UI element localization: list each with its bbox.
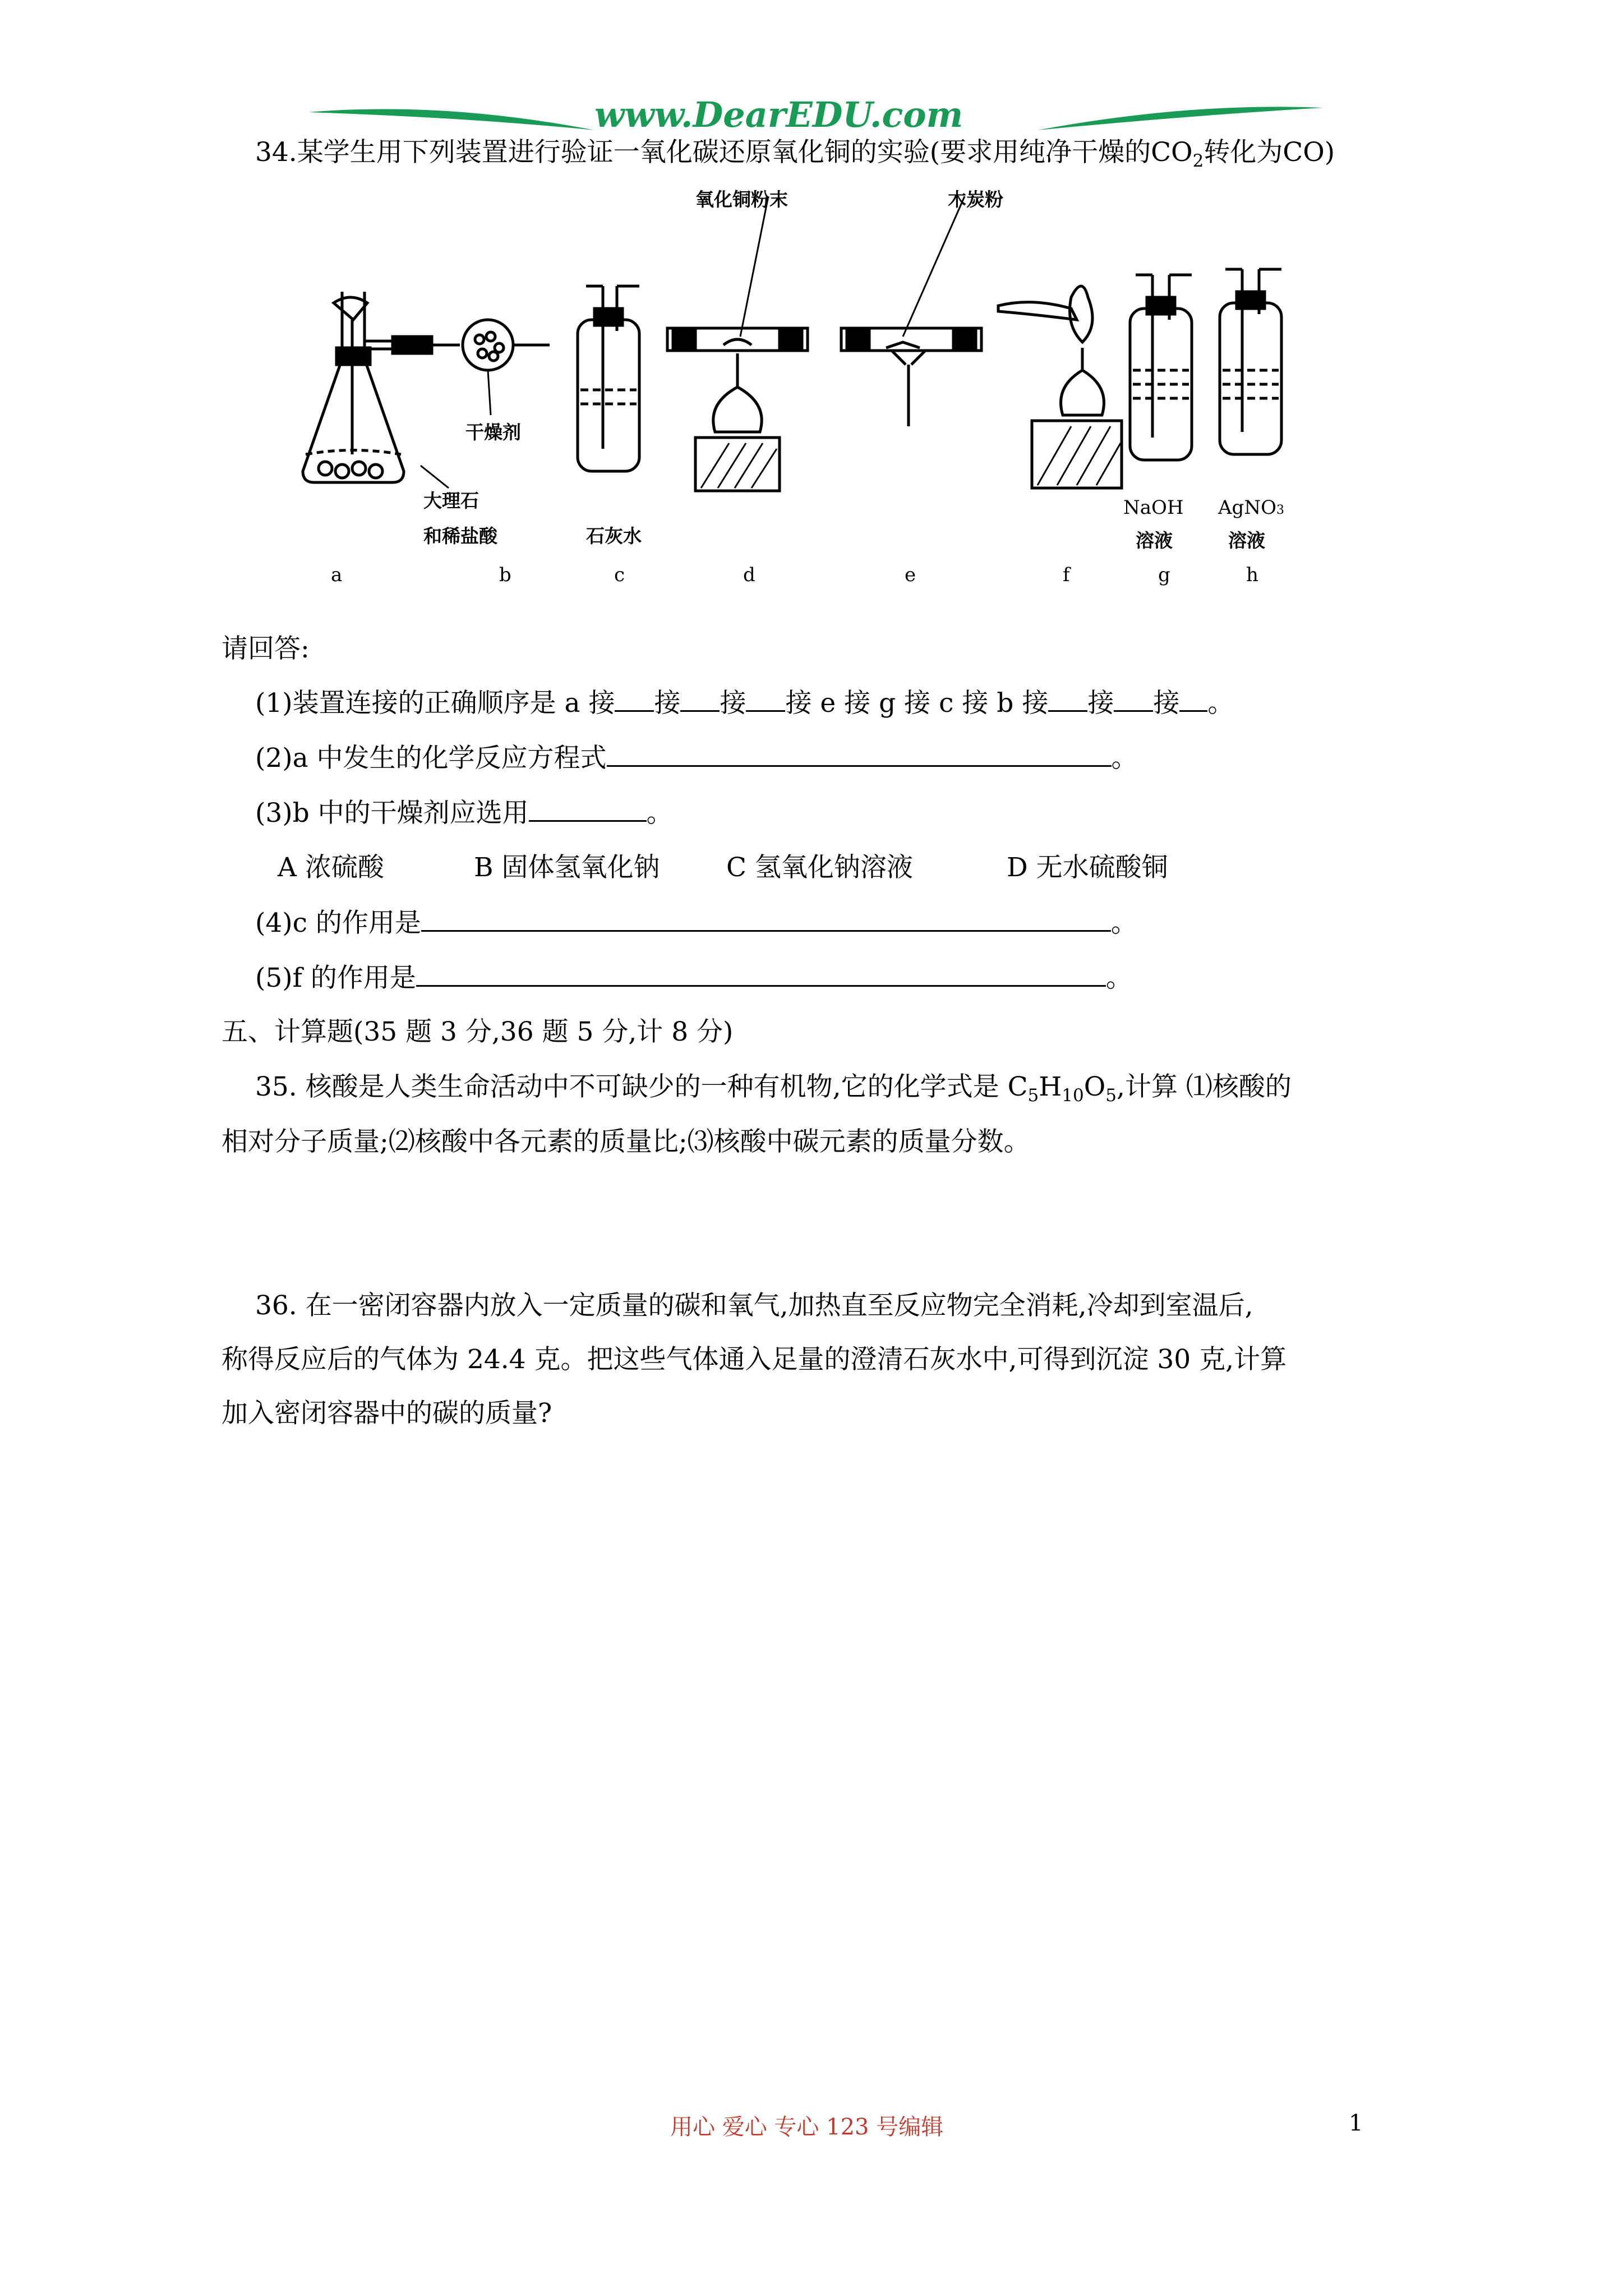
apparatus-a-flask (303, 292, 449, 488)
q34-title: 34.某学生用下列装置进行验证一氧化碳还原氧化铜的实验(要求用纯净干燥的$CO_2$转化为CO) (255, 137, 1335, 171)
q34-option-d: D 无水硫酸铜 (1007, 852, 1168, 883)
label-dilute-hcl: 和稀盐酸 (423, 525, 497, 547)
letter-c: c (614, 564, 625, 586)
letter-e: e (905, 564, 916, 586)
apparatus-figure (280, 188, 1335, 600)
label-cuo-powder: 氧化铜粉末 (695, 188, 788, 210)
apparatus-c-bottle (578, 286, 639, 471)
site-logo-text: www.DearEDU.com (594, 94, 963, 135)
label-agno3: AgNO3 (1218, 496, 1284, 519)
section-heading: 五、计算题(35 题 3 分,36 题 5 分,计 8 分) (222, 1016, 734, 1047)
q36-line1: 36. 在一密闭容器内放入一定质量的碳和氧气,加热直至反应物完全消耗,冷却到室温后, (255, 1290, 1253, 1321)
label-naoh: NaOH (1123, 496, 1184, 519)
q34-part1: (1)装置连接的正确顺序是 a 接 接 接 接 e 接 g 接 c 接 b 接 接 接 。 (255, 685, 1234, 721)
q34-option-a: A 浓硫酸 (278, 852, 384, 883)
q34-part2: (2)a 中发生的化学反应方程式 。 (255, 740, 1138, 776)
apparatus-d-heated-tube (667, 196, 808, 491)
apparatus-f-burner (998, 286, 1122, 488)
answer-blank[interactable] (607, 740, 1112, 767)
letter-h: h (1246, 564, 1258, 586)
letter-a: a (331, 564, 343, 586)
label-marble: 大理石 (423, 490, 479, 512)
q35-line2: 相对分子质量;⑵核酸中各元素的质量比;⑶核酸中碳元素的质量分数。 (222, 1126, 1030, 1157)
apparatus-b-drying-tube (432, 320, 550, 415)
q36-line2: 称得反应后的气体为 24.4 克。把这些气体通入足量的澄清石灰水中,可得到沉淀 30 克,计算 (222, 1344, 1287, 1375)
answer-blank[interactable] (615, 685, 654, 712)
label-desiccant: 干燥剂 (465, 421, 521, 443)
apparatus-h-bottle (1220, 269, 1281, 454)
apparatus-e-heated-tube (841, 196, 981, 426)
q36-line3: 加入密闭容器中的碳的质量? (222, 1398, 552, 1429)
label-agno3-solution: 溶液 (1228, 530, 1265, 551)
apparatus-g-bottle (1130, 275, 1192, 460)
q34-option-c: C 氢氧化钠溶液 (726, 852, 913, 883)
answer-blank[interactable] (529, 795, 647, 822)
label-limewater: 石灰水 (586, 525, 642, 547)
label-carbon-powder: 木炭粉 (948, 188, 1003, 210)
footer-text: 用心 爱心 专心 123 号编辑 (670, 2114, 944, 2140)
q34-prompt: 请回答: (222, 633, 310, 664)
answer-blank[interactable] (680, 685, 720, 712)
q34-part5: (5)f 的作用是 。 (255, 960, 1132, 996)
letter-d: d (743, 564, 755, 586)
q34-part3: (3)b 中的干燥剂应选用 。 (255, 795, 673, 831)
answer-blank[interactable] (1179, 685, 1207, 712)
answer-blank[interactable] (421, 905, 1111, 932)
answer-blank[interactable] (746, 685, 785, 712)
q34-part4: (4)c 的作用是 。 (255, 905, 1137, 941)
page-number: 1 (1349, 2110, 1363, 2136)
q35-line1: 35. 核酸是人类生命活动中不可缺少的一种有机物,它的化学式是 $C_5H_{10}O_5$,计算 ⑴核酸的 (255, 1071, 1292, 1106)
letter-f: f (1063, 564, 1070, 586)
answer-blank[interactable] (416, 960, 1106, 987)
answer-blank[interactable] (1048, 685, 1087, 712)
letter-g: g (1158, 564, 1170, 586)
q34-option-b: B 固体氢氧化钠 (474, 852, 660, 883)
answer-blank[interactable] (1114, 685, 1153, 712)
letter-b: b (499, 564, 511, 586)
label-naoh-solution: 溶液 (1136, 530, 1173, 551)
